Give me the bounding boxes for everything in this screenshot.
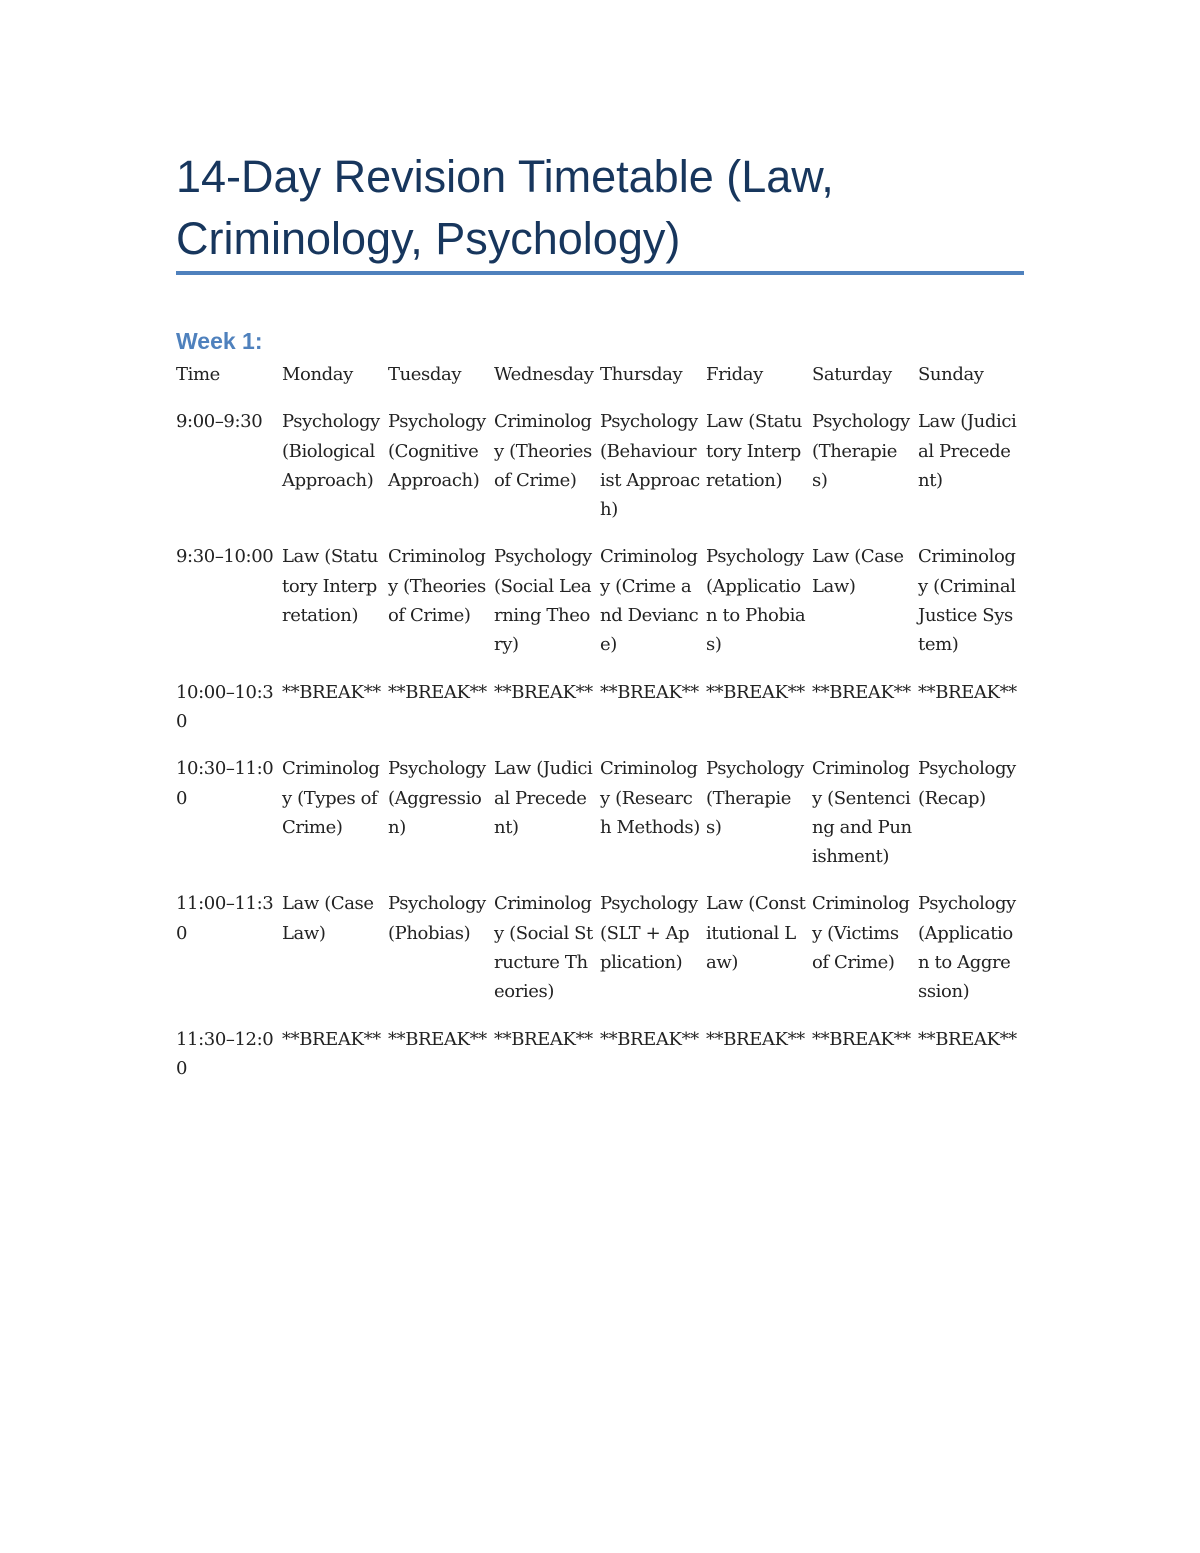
timetable bbox=[176, 360, 1024, 1101]
break-cell: **BREAK** bbox=[494, 1028, 593, 1050]
column-header-time: Time bbox=[176, 364, 220, 385]
column-header-monday: Monday bbox=[282, 364, 353, 385]
break-cell: **BREAK** bbox=[918, 1028, 1017, 1050]
break-cell: **BREAK** bbox=[388, 681, 487, 703]
session-cell: Criminology (Criminal Justice System) bbox=[918, 546, 1016, 656]
break-cell: **BREAK** bbox=[388, 1028, 487, 1050]
column-header-friday: Friday bbox=[706, 364, 763, 385]
session-cell: Psychology (Behaviourist Approach) bbox=[600, 411, 700, 521]
session-cell: Law (Case Law) bbox=[282, 893, 374, 944]
timetable-header-row bbox=[176, 360, 1024, 407]
session-cell: Criminology (Types of Crime) bbox=[282, 758, 380, 838]
time-cell: 10:30–11:00 bbox=[176, 758, 274, 809]
table-row bbox=[176, 754, 1024, 889]
table-row bbox=[176, 542, 1024, 677]
break-cell: **BREAK** bbox=[812, 681, 911, 703]
column-header-wednesday: Wednesday bbox=[494, 364, 594, 385]
table-row bbox=[176, 407, 1024, 542]
session-cell: Psychology (Cognitive Approach) bbox=[388, 411, 486, 491]
session-cell: Psychology (Phobias) bbox=[388, 893, 486, 944]
session-cell: Psychology (Application to Aggression) bbox=[918, 893, 1016, 1003]
session-cell: Psychology (Therapies) bbox=[812, 411, 910, 491]
time-cell: 9:00–9:30 bbox=[176, 411, 263, 433]
break-cell: **BREAK** bbox=[706, 681, 805, 703]
session-cell: Criminology (Victims of Crime) bbox=[812, 893, 910, 974]
session-cell: Criminology (Crime and Deviance) bbox=[600, 546, 699, 656]
time-cell: 11:00–11:30 bbox=[176, 893, 274, 944]
session-cell: Criminology (Theories of Crime) bbox=[388, 546, 486, 627]
break-cell: **BREAK** bbox=[600, 681, 699, 703]
session-cell: Law (Constitutional Law) bbox=[706, 893, 806, 974]
session-cell: Criminology (Sentencing and Punishment) bbox=[812, 758, 912, 868]
table-row bbox=[176, 678, 1024, 755]
column-header-sunday: Sunday bbox=[918, 364, 984, 385]
time-cell: 9:30–10:00 bbox=[176, 546, 274, 568]
session-cell: Criminology (Research Methods) bbox=[600, 758, 700, 838]
session-cell: Psychology (Biological Approach) bbox=[282, 411, 380, 491]
time-cell: 10:00–10:30 bbox=[176, 681, 274, 732]
table-row bbox=[176, 1025, 1024, 1102]
session-cell: Law (Case Law) bbox=[812, 546, 904, 597]
session-cell: Psychology (Therapies) bbox=[706, 758, 804, 838]
break-cell: **BREAK** bbox=[494, 681, 593, 703]
column-header-tuesday: Tuesday bbox=[388, 364, 462, 385]
week-heading: Week 1: bbox=[176, 328, 263, 354]
session-cell: Law (Judicial Precedent) bbox=[494, 758, 593, 838]
break-cell: **BREAK** bbox=[706, 1028, 805, 1050]
session-cell: Criminology (Social Structure Theories) bbox=[494, 893, 593, 1003]
break-cell: **BREAK** bbox=[282, 681, 381, 703]
session-cell: Law (Statutory Interpretation) bbox=[706, 411, 802, 491]
time-cell: 11:30–12:00 bbox=[176, 1028, 274, 1079]
session-cell: Psychology (Aggression) bbox=[388, 758, 486, 838]
break-cell: **BREAK** bbox=[600, 1028, 699, 1050]
session-cell: Law (Statutory Interpretation) bbox=[282, 546, 378, 627]
session-cell: Criminology (Theories of Crime) bbox=[494, 411, 592, 491]
session-cell: Psychology (Application to Phobias) bbox=[706, 546, 806, 656]
break-cell: **BREAK** bbox=[282, 1028, 381, 1050]
session-cell: Psychology (Social Learning Theory) bbox=[494, 546, 592, 656]
column-header-saturday: Saturday bbox=[812, 364, 892, 385]
title-underline-rule bbox=[176, 271, 1024, 275]
column-header-thursday: Thursday bbox=[600, 364, 683, 385]
session-cell: Psychology (SLT + Application) bbox=[600, 893, 698, 974]
table-row bbox=[176, 889, 1024, 1024]
session-cell: Psychology (Recap) bbox=[918, 758, 1016, 809]
session-cell: Law (Judicial Precedent) bbox=[918, 411, 1017, 491]
document-title: 14-Day Revision Timetable (Law, Criminology, Psychology) bbox=[176, 151, 834, 264]
break-cell: **BREAK** bbox=[918, 681, 1017, 703]
break-cell: **BREAK** bbox=[812, 1028, 911, 1050]
